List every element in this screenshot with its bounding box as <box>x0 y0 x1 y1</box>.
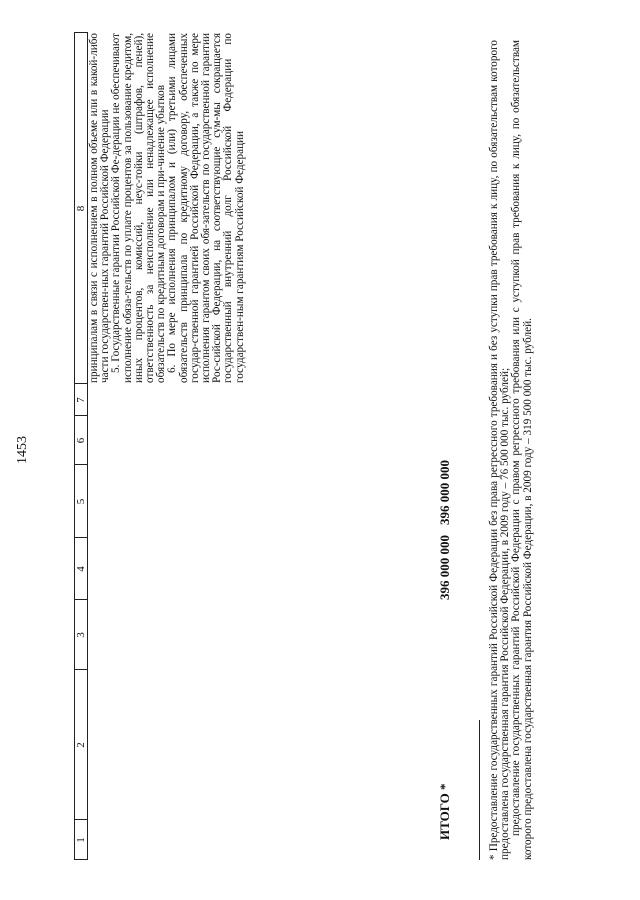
footnote-paragraph-2: предоставление государственных гарантий Российской Федерации с правом регрессного требования или с уступкой прав требования к лицу, по обязательствам которого предоставлена государственная гарантия Российской Федерации, в 2009 году – 319 500 000 тыс. рублей. <box>510 40 534 860</box>
page-number: 1453 <box>15 436 30 464</box>
column-number-2: 2 <box>75 742 87 748</box>
footnote-paragraph-1: * Предоставление государственных гарантий Российской Федерации без права регрессного требования и без уступки прав требования к лицу, по обязательствам которого предоставлена государственная гарантия Российской Федерации, в 2009 году – 76 500 000 тыс. рублей; <box>488 40 512 860</box>
column-number-3: 3 <box>75 632 87 638</box>
column-number-1: 1 <box>75 837 87 843</box>
total-col4-value: 396 000 000 <box>437 535 452 600</box>
col8-paragraph: принципалам в связи с исполнением в полном объеме или в какой-либо части государствен-ных гарантий Российской Федерации <box>88 33 112 383</box>
column-number-4: 4 <box>75 566 87 572</box>
footnote-divider <box>479 720 480 860</box>
footnote <box>489 40 534 860</box>
column-8-conditions-text <box>89 33 246 383</box>
total-col5-value: 396 000 000 <box>437 460 452 525</box>
column-number-6: 6 <box>75 437 87 444</box>
column-number-5: 5 <box>75 498 87 505</box>
column-number-7: 7 <box>75 397 87 403</box>
col8-paragraph: 6. По мере исполнения принципалом и (или) третьими лицами обязательств принципала по кредитному договору, обеспеченных государ-ственной гарантией Российской Федерации, а также по мере исполнения гарантом своих обя-зательств по государственной гарантии Рос-сийской Федерации, на соответствующие сум-мы сокращается государственный внутренний долг Российской Федерации по государствен-ным гарантиям Российской Федерации <box>166 33 246 383</box>
column-number-8: 8 <box>75 205 87 212</box>
col8-paragraph: 5. Государственные гарантии Российской Фе-дерации не обеспечивают исполнение обяза-тельств по уплате процентов за пользование кредитом, иных процентов, комиссий, неус-тойки (штрафов, пеней), ответственность за неисполнение или ненадлежащее исполнение обязательств по кредитным договорам и при-чинение убытков <box>110 33 168 383</box>
total-label: ИТОГО * <box>437 783 452 840</box>
